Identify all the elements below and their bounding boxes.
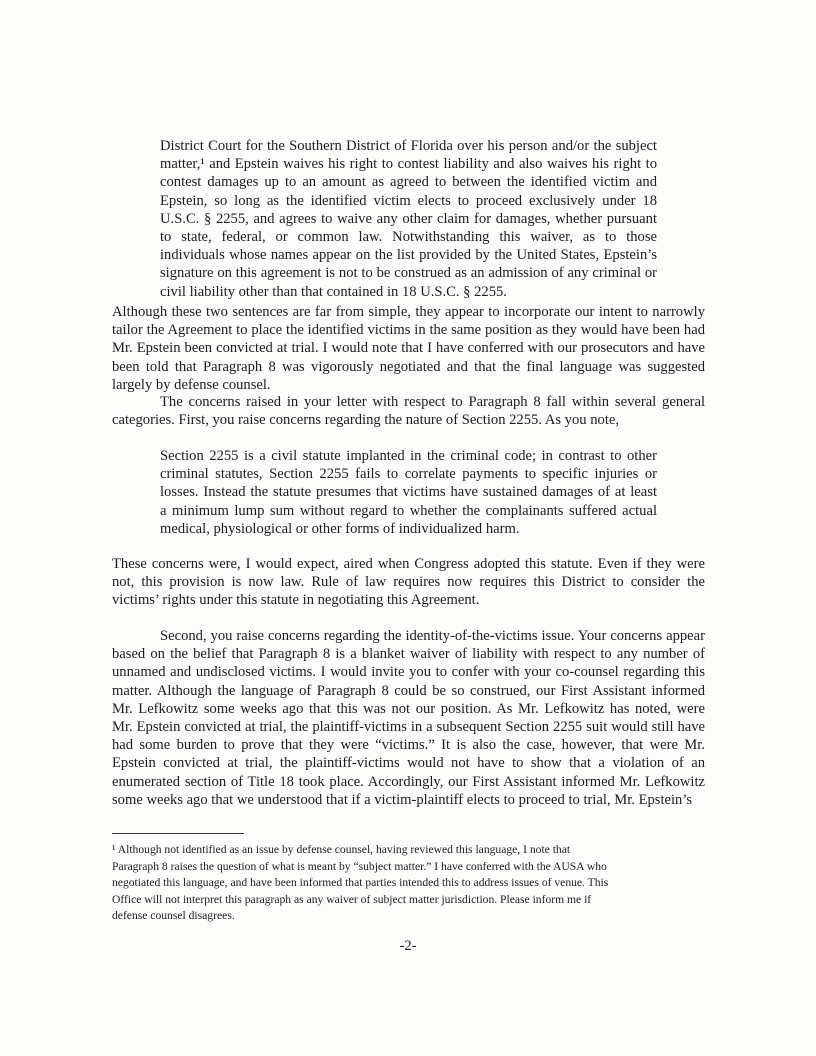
text-line: unnamed and undisclosed victims. I would invite you to confer with your co-counsel regarding this xyxy=(112,664,705,681)
text-line: Although these two sentences are far from simple, they appear to incorporate our intent to narrowly xyxy=(112,304,705,320)
text-line: Section 2255 is a civil statute implanted in the criminal code; in contrast to other xyxy=(160,448,657,464)
text-line: to state, federal, or common law. Notwithstanding this waiver, as to those xyxy=(160,228,657,245)
text-line: Epstein, so long as the identified victim elects to proceed exclusively under 18 xyxy=(160,192,657,209)
text-line: Paragraph 8 raises the question of what is meant by “subject matter.” I have conferred with the AUSA who xyxy=(112,859,607,873)
text-line: negotiated this language, and have been informed that parties intended this to address issues of venue. This xyxy=(112,876,609,889)
text-line: largely by defense counsel. xyxy=(112,376,271,393)
text-line: Mr. Lefkowitz some weeks ago that this was not our position. As Mr. Lefkowitz has noted, were xyxy=(112,700,705,717)
text-line: civil liability other than that contained in 18 U.S.C. § 2255. xyxy=(160,283,507,300)
text-line: tailor the Agreement to place the identified victims in the same position as they would have been had xyxy=(112,322,705,339)
text-line: Mr. Epstein convicted at trial, the plaintiff-victims in a subsequent Section 2255 suit would still have xyxy=(112,718,705,735)
text-line: enumerated section of Title 18 took place. Accordingly, our First Assistant informed Mr. Lefkowitz xyxy=(112,773,705,790)
text-line: Epstein convicted at trial, the plaintiff-victims would not have to show that a violation of an xyxy=(112,755,705,772)
block-quote-paragraph-8 xyxy=(160,137,657,301)
text-line: District Court for the Southern District of Florida over his person and/or the subject xyxy=(160,138,657,154)
text-line: defense counsel disagrees. xyxy=(112,909,235,922)
text-line: U.S.C. § 2255, and agrees to waive any other claim for damages, whether pursuant xyxy=(160,210,657,227)
text-line: categories. First, you raise concerns regarding the nature of Section 2255. As you note, xyxy=(112,412,619,429)
block-quote-section-2255 xyxy=(160,447,657,538)
text-line: criminal statutes, Section 2255 fails to correlate payments to specific injuries or xyxy=(160,466,657,483)
text-line: victims’ rights under this statute in negotiating this Agreement. xyxy=(112,592,480,609)
text-line: Second, you raise concerns regarding the identity-of-the-victims issue. Your concerns appear xyxy=(160,628,705,644)
paragraph-concerns-categories xyxy=(112,393,705,429)
text-line: contest damages up to an amount as agreed to between the identified victim and xyxy=(160,174,657,191)
text-line: based on the belief that Paragraph 8 is a blanket waiver of liability with respect to any number of xyxy=(112,646,705,663)
text-line: individuals whose names appear on the list provided by the United States, Epstein’s xyxy=(160,247,657,264)
text-line: not, this provision is now law. Rule of law requires now requires this District to consider the xyxy=(112,574,705,591)
text-line: The concerns raised in your letter with respect to Paragraph 8 fall within several general xyxy=(160,394,705,410)
text-line: Mr. Epstein been convicted at trial. I would note that I have conferred with our prosecutors and have xyxy=(112,340,705,357)
text-line: matter,¹ and Epstein waives his right to contest liability and also waives his right to xyxy=(160,156,657,173)
footnote-1 xyxy=(112,842,712,925)
text-line: Office will not interpret this paragraph as any waiver of subject matter jurisdiction. Please inform me if xyxy=(112,892,592,906)
text-line: losses. Instead the statute presumes that victims have sustained damages of at least xyxy=(160,484,657,501)
text-line: signature on this agreement is not to be construed as an admission of any criminal or xyxy=(160,265,657,282)
page-number: -2- xyxy=(399,938,417,954)
text-line: a minimum lump sum without regard to whether the complainants suffered actual xyxy=(160,502,657,519)
text-line: had some burden to prove that they were “victims.” It is also the case, however, that were Mr. xyxy=(112,737,705,754)
footnote-divider xyxy=(112,833,244,834)
text-line: ¹ Although not identified as an issue by defense counsel, having reviewed this language, I note that xyxy=(112,843,571,856)
text-line: medical, physiological or other forms of individualized harm. xyxy=(160,520,520,537)
paragraph-interpretation xyxy=(112,303,705,394)
text-line: been told that Paragraph 8 was vigorously negotiated and that the final language was suggested xyxy=(112,358,705,375)
text-line: These concerns were, I would expect, aired when Congress adopted this statute. Even if they were xyxy=(112,556,705,572)
text-line: matter. Although the language of Paragraph 8 could be so construed, our First Assistant informed xyxy=(112,682,705,699)
paragraph-congress xyxy=(112,555,705,610)
text-line: some weeks ago that we understood that if a victim-plaintiff elects to proceed to trial, Mr. Epstein’s xyxy=(112,791,693,808)
paragraph-identity-of-victims xyxy=(112,627,705,809)
